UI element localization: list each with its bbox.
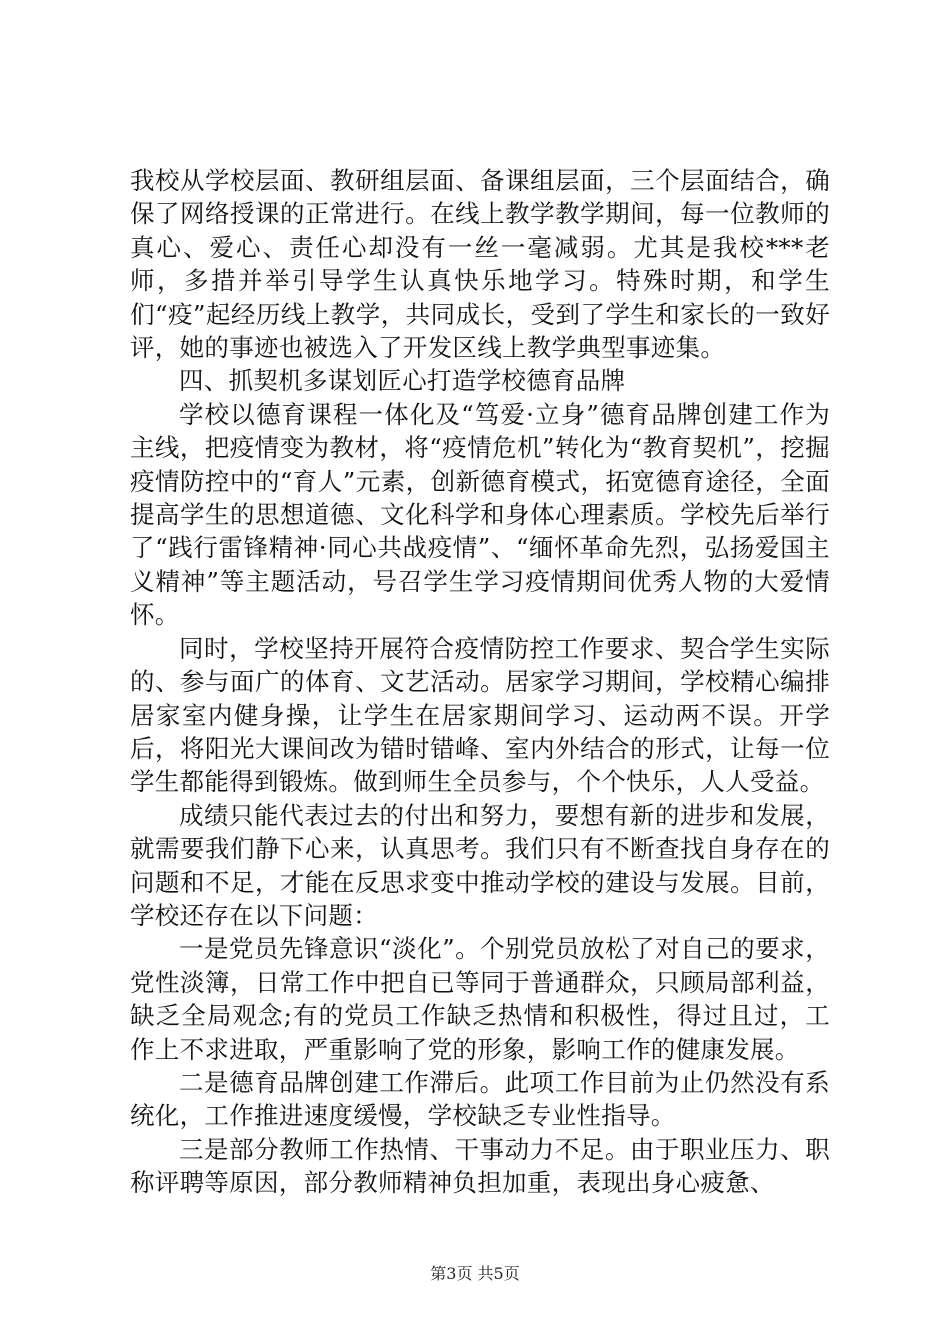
paragraph-problem-one: 一是党员先锋意识“淡化”。个别党员放松了对自己的要求，党性淡簿，日常工作中把自已等同于普通群众，只顾局部利益，缺乏全局观念;有的党员工作缺乏热情和积极性，得过且过，工作上不求进取，严重影响了党的形象，影响工作的健康发展。 <box>130 934 830 1064</box>
paragraph-moral-brand: 学校以德育课程一体化及“笃爱·立身”德育品牌创建工作为主线，把疫情变为教材，将“疫情危机”转化为“教育契机”，挖掘疫情防控中的“育人”元素，创新德育模式，拓宽德育途径，全面提高学生的思想道德、文化科学和身体心理素质。学校先后举行了“践行雷锋精神·同心共战疫情”、“缅怀革命先烈，弘扬爱国主义精神”等主题活动，号召学生学习疫情期间优秀人物的大爱情怀。 <box>130 399 830 630</box>
paragraph-sports-activities: 同时，学校坚持开展符合疫情防控工作要求、契合学生实际的、参与面广的体育、文艺活动。居家学习期间，学校精心编排居家室内健身操，让学生在居家期间学习、运动两不误。开学后，将阳光大课间改为错时错峰、室内外结合的形式，让每一位学生都能得到锻炼。做到师生全员参与，个个快乐，人人受益。 <box>130 633 830 797</box>
paragraph-problem-three: 三是部分教师工作热情、干事动力不足。由于职业压力、职称评聘等原因，部分教师精神负担加重，表现出身心疲惫、 <box>130 1134 830 1198</box>
paragraph-problem-two: 二是德育品牌创建工作滞后。此项工作目前为止仍然没有系统化，工作推进速度缓慢，学校缺乏专业性指导。 <box>130 1067 830 1131</box>
document-body <box>130 164 830 1200</box>
paragraph-online-teaching: 我校从学校层面、教研组层面、备课组层面，三个层面结合，确保了网络授课的正常进行。在线上教学教学期间，每一位教师的真心、爱心、责任心却没有一丝一毫减弱。尤其是我校***老师，多措并举引导学生认真快乐地学习。特殊时期，和学生们“疫”起经历线上教学，共同成长，受到了学生和家长的一致好评，她的事迹也被选入了开发区线上教学典型事迹集。 <box>130 166 830 363</box>
section-heading-moral-education: 四、抓契机多谋划匠心打造学校德育品牌 <box>179 366 626 396</box>
page-number-footer: 第3页 共5页 <box>430 1264 520 1283</box>
paragraph-reflection: 成绩只能代表过去的付出和努力，要想有新的进步和发展，就需要我们静下心来，认真思考。我们只有不断查找自身存在的问题和不足，才能在反思求变中推动学校的建设与发展。目前，学校还存在以下问题： <box>130 800 830 930</box>
